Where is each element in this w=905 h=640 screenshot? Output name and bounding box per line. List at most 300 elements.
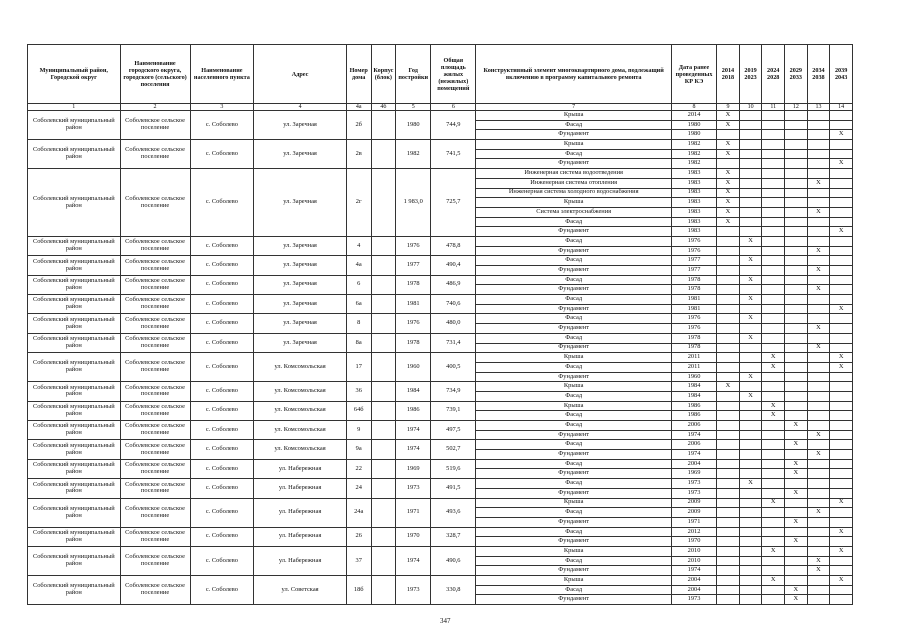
element-date: 2010 bbox=[671, 556, 716, 566]
house-area: 741,5 bbox=[431, 140, 476, 169]
house-block bbox=[371, 498, 396, 527]
period-mark bbox=[762, 566, 785, 576]
period-mark bbox=[807, 459, 830, 469]
period-mark bbox=[785, 324, 808, 334]
house-area: 328,7 bbox=[431, 527, 476, 546]
house-street: ул. Заречная bbox=[254, 236, 347, 255]
house-settlement: Соболевское сельское поселение bbox=[120, 576, 190, 605]
element-name: Инженерная система водоотведения bbox=[476, 169, 671, 179]
header-cell: Муниципальный район, Городской округ bbox=[28, 45, 121, 104]
period-mark: X bbox=[762, 362, 785, 372]
house-street: ул. Заречная bbox=[254, 275, 347, 294]
period-mark bbox=[739, 198, 762, 208]
period-mark bbox=[785, 382, 808, 392]
house-area: 725,7 bbox=[431, 169, 476, 237]
house-locality: с. Соболево bbox=[190, 140, 254, 169]
column-number: 6 bbox=[431, 104, 476, 111]
element-name: Фасад bbox=[476, 391, 671, 401]
house-area: 490,4 bbox=[431, 256, 476, 275]
period-mark bbox=[830, 266, 853, 276]
period-mark bbox=[739, 285, 762, 295]
period-mark bbox=[830, 595, 853, 605]
period-mark bbox=[785, 353, 808, 363]
house-num: 64б bbox=[346, 401, 371, 420]
period-mark: X bbox=[717, 188, 740, 198]
period-mark bbox=[762, 324, 785, 334]
house-year: 1977 bbox=[396, 256, 431, 275]
period-mark bbox=[717, 295, 740, 305]
period-mark bbox=[807, 169, 830, 179]
house-locality: с. Соболево bbox=[190, 440, 254, 459]
period-mark: X bbox=[830, 130, 853, 140]
period-mark bbox=[785, 362, 808, 372]
period-mark bbox=[807, 149, 830, 159]
period-mark bbox=[830, 459, 853, 469]
house-num: 17 bbox=[346, 353, 371, 382]
period-mark bbox=[807, 479, 830, 489]
element-date: 1983 bbox=[671, 178, 716, 188]
period-mark bbox=[739, 450, 762, 460]
period-mark bbox=[762, 479, 785, 489]
element-date: 1982 bbox=[671, 140, 716, 150]
period-mark bbox=[717, 372, 740, 382]
period-mark: X bbox=[785, 585, 808, 595]
period-mark bbox=[762, 178, 785, 188]
period-mark bbox=[830, 382, 853, 392]
period-mark bbox=[739, 217, 762, 227]
period-mark bbox=[807, 188, 830, 198]
period-mark bbox=[785, 430, 808, 440]
period-mark bbox=[717, 566, 740, 576]
element-name: Фасад bbox=[476, 362, 671, 372]
period-mark bbox=[830, 236, 853, 246]
element-name: Фасад bbox=[476, 217, 671, 227]
period-mark: X bbox=[762, 576, 785, 586]
element-name: Крыша bbox=[476, 111, 671, 121]
house-num: 6 bbox=[346, 275, 371, 294]
period-mark bbox=[807, 236, 830, 246]
period-mark bbox=[739, 362, 762, 372]
element-name: Фасад bbox=[476, 440, 671, 450]
period-mark bbox=[739, 169, 762, 179]
period-mark: X bbox=[717, 198, 740, 208]
element-date: 2004 bbox=[671, 459, 716, 469]
element-name: Крыша bbox=[476, 353, 671, 363]
period-mark: X bbox=[785, 440, 808, 450]
house-num: 4 bbox=[346, 236, 371, 255]
period-mark bbox=[762, 537, 785, 547]
element-name: Крыша bbox=[476, 576, 671, 586]
element-date: 1986 bbox=[671, 411, 716, 421]
period-mark bbox=[717, 256, 740, 266]
period-mark bbox=[717, 304, 740, 314]
period-mark: X bbox=[739, 333, 762, 343]
element-date: 1983 bbox=[671, 227, 716, 237]
house-year: 1969 bbox=[396, 459, 431, 478]
table-row bbox=[28, 353, 853, 363]
element-name: Крыша bbox=[476, 546, 671, 556]
element-date: 1973 bbox=[671, 488, 716, 498]
period-mark bbox=[762, 304, 785, 314]
house-locality: с. Соболево bbox=[190, 546, 254, 575]
period-mark bbox=[807, 295, 830, 305]
period-mark bbox=[762, 440, 785, 450]
house-settlement: Соболевское сельское поселение bbox=[120, 236, 190, 255]
period-mark bbox=[762, 246, 785, 256]
period-mark: X bbox=[739, 479, 762, 489]
house-street: ул. Комсомольская bbox=[254, 421, 347, 440]
element-date: 1960 bbox=[671, 372, 716, 382]
element-name: Система электроснабжения bbox=[476, 207, 671, 217]
period-mark bbox=[717, 266, 740, 276]
period-mark bbox=[785, 266, 808, 276]
period-mark: X bbox=[807, 178, 830, 188]
period-mark bbox=[739, 324, 762, 334]
element-date: 1974 bbox=[671, 566, 716, 576]
house-settlement: Соболевское сельское поселение bbox=[120, 421, 190, 440]
period-mark: X bbox=[785, 537, 808, 547]
house-block bbox=[371, 295, 396, 314]
house-district: Соболевский муниципальный район bbox=[28, 314, 121, 333]
house-area: 744,9 bbox=[431, 111, 476, 140]
header-cell: Наименование городского округа, городского (сельского) поселения bbox=[120, 45, 190, 104]
house-street: ул. Советская bbox=[254, 576, 347, 605]
house-street: ул. Набережная bbox=[254, 546, 347, 575]
period-mark bbox=[762, 217, 785, 227]
element-date: 2004 bbox=[671, 576, 716, 586]
house-settlement: Соболевское сельское поселение bbox=[120, 479, 190, 498]
period-mark: X bbox=[807, 246, 830, 256]
period-mark: X bbox=[762, 353, 785, 363]
house-locality: с. Соболево bbox=[190, 236, 254, 255]
period-mark bbox=[830, 517, 853, 527]
period-mark bbox=[807, 159, 830, 169]
period-mark bbox=[762, 556, 785, 566]
period-mark: X bbox=[717, 382, 740, 392]
table-row bbox=[28, 111, 853, 121]
header-cell: 2019 2023 bbox=[739, 45, 762, 104]
element-name: Фундамент bbox=[476, 266, 671, 276]
element-name: Крыша bbox=[476, 498, 671, 508]
period-mark bbox=[739, 382, 762, 392]
house-block bbox=[371, 333, 396, 352]
house-settlement: Соболевское сельское поселение bbox=[120, 140, 190, 169]
house-locality: с. Соболево bbox=[190, 314, 254, 333]
period-mark bbox=[762, 120, 785, 130]
house-district: Соболевский муниципальный район bbox=[28, 333, 121, 352]
period-mark bbox=[717, 479, 740, 489]
period-mark bbox=[830, 169, 853, 179]
period-mark bbox=[807, 217, 830, 227]
period-mark bbox=[785, 188, 808, 198]
page-number: 347 bbox=[440, 617, 451, 625]
period-mark bbox=[830, 469, 853, 479]
period-mark bbox=[785, 372, 808, 382]
period-mark: X bbox=[739, 295, 762, 305]
element-date: 1973 bbox=[671, 595, 716, 605]
element-date: 1976 bbox=[671, 246, 716, 256]
table-row bbox=[28, 479, 853, 489]
period-mark bbox=[762, 382, 785, 392]
house-street: ул. Заречная bbox=[254, 256, 347, 275]
house-year: 1976 bbox=[396, 236, 431, 255]
period-mark bbox=[785, 236, 808, 246]
period-mark bbox=[739, 585, 762, 595]
period-mark bbox=[830, 285, 853, 295]
period-mark bbox=[807, 111, 830, 121]
period-mark bbox=[717, 324, 740, 334]
period-mark bbox=[717, 537, 740, 547]
element-name: Фундамент bbox=[476, 343, 671, 353]
house-district: Соболевский муниципальный район bbox=[28, 353, 121, 382]
period-mark: X bbox=[830, 159, 853, 169]
period-mark bbox=[717, 275, 740, 285]
column-number: 10 bbox=[739, 104, 762, 111]
element-date: 1984 bbox=[671, 382, 716, 392]
period-mark bbox=[807, 256, 830, 266]
house-num: 8 bbox=[346, 314, 371, 333]
period-mark bbox=[830, 295, 853, 305]
period-mark bbox=[830, 275, 853, 285]
period-mark bbox=[739, 421, 762, 431]
period-mark bbox=[807, 469, 830, 479]
element-name: Фундамент bbox=[476, 372, 671, 382]
period-mark bbox=[717, 469, 740, 479]
period-mark bbox=[785, 411, 808, 421]
house-year: 1984 bbox=[396, 382, 431, 401]
house-area: 490,6 bbox=[431, 546, 476, 575]
period-mark: X bbox=[785, 517, 808, 527]
period-mark bbox=[785, 246, 808, 256]
table-row bbox=[28, 576, 853, 586]
house-year: 1976 bbox=[396, 314, 431, 333]
house-district: Соболевский муниципальный район bbox=[28, 275, 121, 294]
period-mark bbox=[785, 149, 808, 159]
house-locality: с. Соболево bbox=[190, 111, 254, 140]
period-mark bbox=[762, 130, 785, 140]
header-cell: Наименование населенного пункта bbox=[190, 45, 254, 104]
element-date: 1978 bbox=[671, 343, 716, 353]
element-date: 2009 bbox=[671, 508, 716, 518]
period-mark bbox=[717, 285, 740, 295]
period-mark: X bbox=[739, 391, 762, 401]
period-mark bbox=[717, 314, 740, 324]
period-mark: X bbox=[830, 576, 853, 586]
house-area: 740,6 bbox=[431, 295, 476, 314]
house-year: 1982 bbox=[396, 140, 431, 169]
period-mark: X bbox=[785, 595, 808, 605]
header-cell: 2014 2018 bbox=[717, 45, 740, 104]
house-year: 1960 bbox=[396, 353, 431, 382]
element-date: 2006 bbox=[671, 421, 716, 431]
period-mark: X bbox=[807, 285, 830, 295]
period-mark bbox=[785, 130, 808, 140]
house-locality: с. Соболево bbox=[190, 527, 254, 546]
period-mark bbox=[830, 411, 853, 421]
house-settlement: Соболевское сельское поселение bbox=[120, 314, 190, 333]
element-date: 1973 bbox=[671, 479, 716, 489]
element-date: 1981 bbox=[671, 295, 716, 305]
period-mark bbox=[739, 207, 762, 217]
house-area: 502,7 bbox=[431, 440, 476, 459]
element-name: Фасад bbox=[476, 333, 671, 343]
period-mark bbox=[739, 353, 762, 363]
period-mark bbox=[762, 469, 785, 479]
house-settlement: Соболевское сельское поселение bbox=[120, 295, 190, 314]
period-mark: X bbox=[739, 372, 762, 382]
header-cell: Корпус (блок) bbox=[371, 45, 396, 104]
period-mark bbox=[807, 372, 830, 382]
period-mark bbox=[830, 120, 853, 130]
element-date: 2012 bbox=[671, 527, 716, 537]
element-date: 1976 bbox=[671, 314, 716, 324]
house-area: 493,6 bbox=[431, 498, 476, 527]
period-mark bbox=[807, 304, 830, 314]
house-street: ул. Заречная bbox=[254, 140, 347, 169]
period-mark bbox=[830, 314, 853, 324]
house-settlement: Соболевское сельское поселение bbox=[120, 498, 190, 527]
period-mark bbox=[807, 440, 830, 450]
period-mark bbox=[739, 576, 762, 586]
house-locality: с. Соболево bbox=[190, 576, 254, 605]
period-mark bbox=[807, 120, 830, 130]
column-number: 13 bbox=[807, 104, 830, 111]
element-date: 1983 bbox=[671, 217, 716, 227]
period-mark bbox=[785, 401, 808, 411]
period-mark bbox=[739, 266, 762, 276]
period-mark bbox=[830, 488, 853, 498]
period-mark bbox=[807, 314, 830, 324]
period-mark bbox=[717, 527, 740, 537]
house-settlement: Соболевское сельское поселение bbox=[120, 169, 190, 237]
period-mark bbox=[739, 227, 762, 237]
period-mark: X bbox=[830, 304, 853, 314]
table-row bbox=[28, 527, 853, 537]
element-name: Фасад bbox=[476, 149, 671, 159]
element-name: Крыша bbox=[476, 401, 671, 411]
period-mark bbox=[830, 178, 853, 188]
period-mark bbox=[807, 421, 830, 431]
house-district: Соболевский муниципальный район bbox=[28, 236, 121, 255]
house-year: 1980 bbox=[396, 111, 431, 140]
period-mark bbox=[762, 140, 785, 150]
period-mark bbox=[739, 178, 762, 188]
house-year: 1974 bbox=[396, 440, 431, 459]
column-number: 12 bbox=[785, 104, 808, 111]
table-row bbox=[28, 546, 853, 556]
house-locality: с. Соболево bbox=[190, 479, 254, 498]
header-cell: Адрес bbox=[254, 45, 347, 104]
house-block bbox=[371, 256, 396, 275]
house-settlement: Соболевское сельское поселение bbox=[120, 440, 190, 459]
house-settlement: Соболевское сельское поселение bbox=[120, 459, 190, 478]
period-mark bbox=[717, 130, 740, 140]
element-date: 2006 bbox=[671, 440, 716, 450]
house-num: 26 bbox=[346, 527, 371, 546]
period-mark bbox=[785, 527, 808, 537]
element-name: Фасад bbox=[476, 411, 671, 421]
period-mark bbox=[785, 556, 808, 566]
column-number-row bbox=[28, 104, 853, 111]
element-name: Фасад bbox=[476, 236, 671, 246]
period-mark bbox=[785, 140, 808, 150]
house-num: 2г bbox=[346, 169, 371, 237]
period-mark bbox=[785, 285, 808, 295]
period-mark bbox=[717, 343, 740, 353]
period-mark bbox=[739, 488, 762, 498]
period-mark bbox=[785, 227, 808, 237]
house-street: ул. Набережная bbox=[254, 479, 347, 498]
period-mark bbox=[807, 353, 830, 363]
period-mark: X bbox=[717, 178, 740, 188]
period-mark bbox=[785, 508, 808, 518]
period-mark bbox=[717, 440, 740, 450]
period-mark bbox=[830, 217, 853, 227]
house-num: 24а bbox=[346, 498, 371, 527]
element-name: Фасад bbox=[476, 527, 671, 537]
table-row bbox=[28, 401, 853, 411]
element-name: Фундамент bbox=[476, 324, 671, 334]
element-name: Фундамент bbox=[476, 246, 671, 256]
period-mark: X bbox=[807, 450, 830, 460]
period-mark bbox=[807, 546, 830, 556]
house-settlement: Соболевское сельское поселение bbox=[120, 275, 190, 294]
period-mark bbox=[830, 391, 853, 401]
house-num: 18б bbox=[346, 576, 371, 605]
house-district: Соболевский муниципальный район bbox=[28, 295, 121, 314]
period-mark bbox=[807, 275, 830, 285]
house-num: 2б bbox=[346, 111, 371, 140]
period-mark bbox=[762, 595, 785, 605]
period-mark bbox=[807, 498, 830, 508]
house-settlement: Соболевское сельское поселение bbox=[120, 546, 190, 575]
period-mark: X bbox=[717, 140, 740, 150]
period-mark bbox=[762, 333, 785, 343]
period-mark: X bbox=[785, 469, 808, 479]
element-date: 2014 bbox=[671, 111, 716, 121]
element-date: 1982 bbox=[671, 149, 716, 159]
element-date: 1980 bbox=[671, 120, 716, 130]
period-mark bbox=[739, 527, 762, 537]
table-row bbox=[28, 256, 853, 266]
period-mark bbox=[717, 246, 740, 256]
period-mark: X bbox=[807, 508, 830, 518]
house-district: Соболевский муниципальный район bbox=[28, 382, 121, 401]
column-number: 8 bbox=[671, 104, 716, 111]
register-body bbox=[28, 111, 853, 605]
period-mark bbox=[762, 295, 785, 305]
period-mark bbox=[785, 546, 808, 556]
house-district: Соболевский муниципальный район bbox=[28, 421, 121, 440]
house-area: 731,4 bbox=[431, 333, 476, 352]
period-mark bbox=[717, 333, 740, 343]
house-block bbox=[371, 382, 396, 401]
table-row bbox=[28, 169, 853, 179]
house-street: ул. Заречная bbox=[254, 333, 347, 352]
header-cell: Общая площадь жилых (нежилых) помещений bbox=[431, 45, 476, 104]
house-area: 491,5 bbox=[431, 479, 476, 498]
period-mark bbox=[762, 585, 785, 595]
house-year: 1970 bbox=[396, 527, 431, 546]
element-name: Фундамент bbox=[476, 517, 671, 527]
period-mark: X bbox=[830, 546, 853, 556]
period-mark bbox=[717, 595, 740, 605]
house-district: Соболевский муниципальный район bbox=[28, 546, 121, 575]
period-mark bbox=[830, 440, 853, 450]
period-mark: X bbox=[807, 343, 830, 353]
period-mark bbox=[807, 140, 830, 150]
period-mark bbox=[830, 111, 853, 121]
